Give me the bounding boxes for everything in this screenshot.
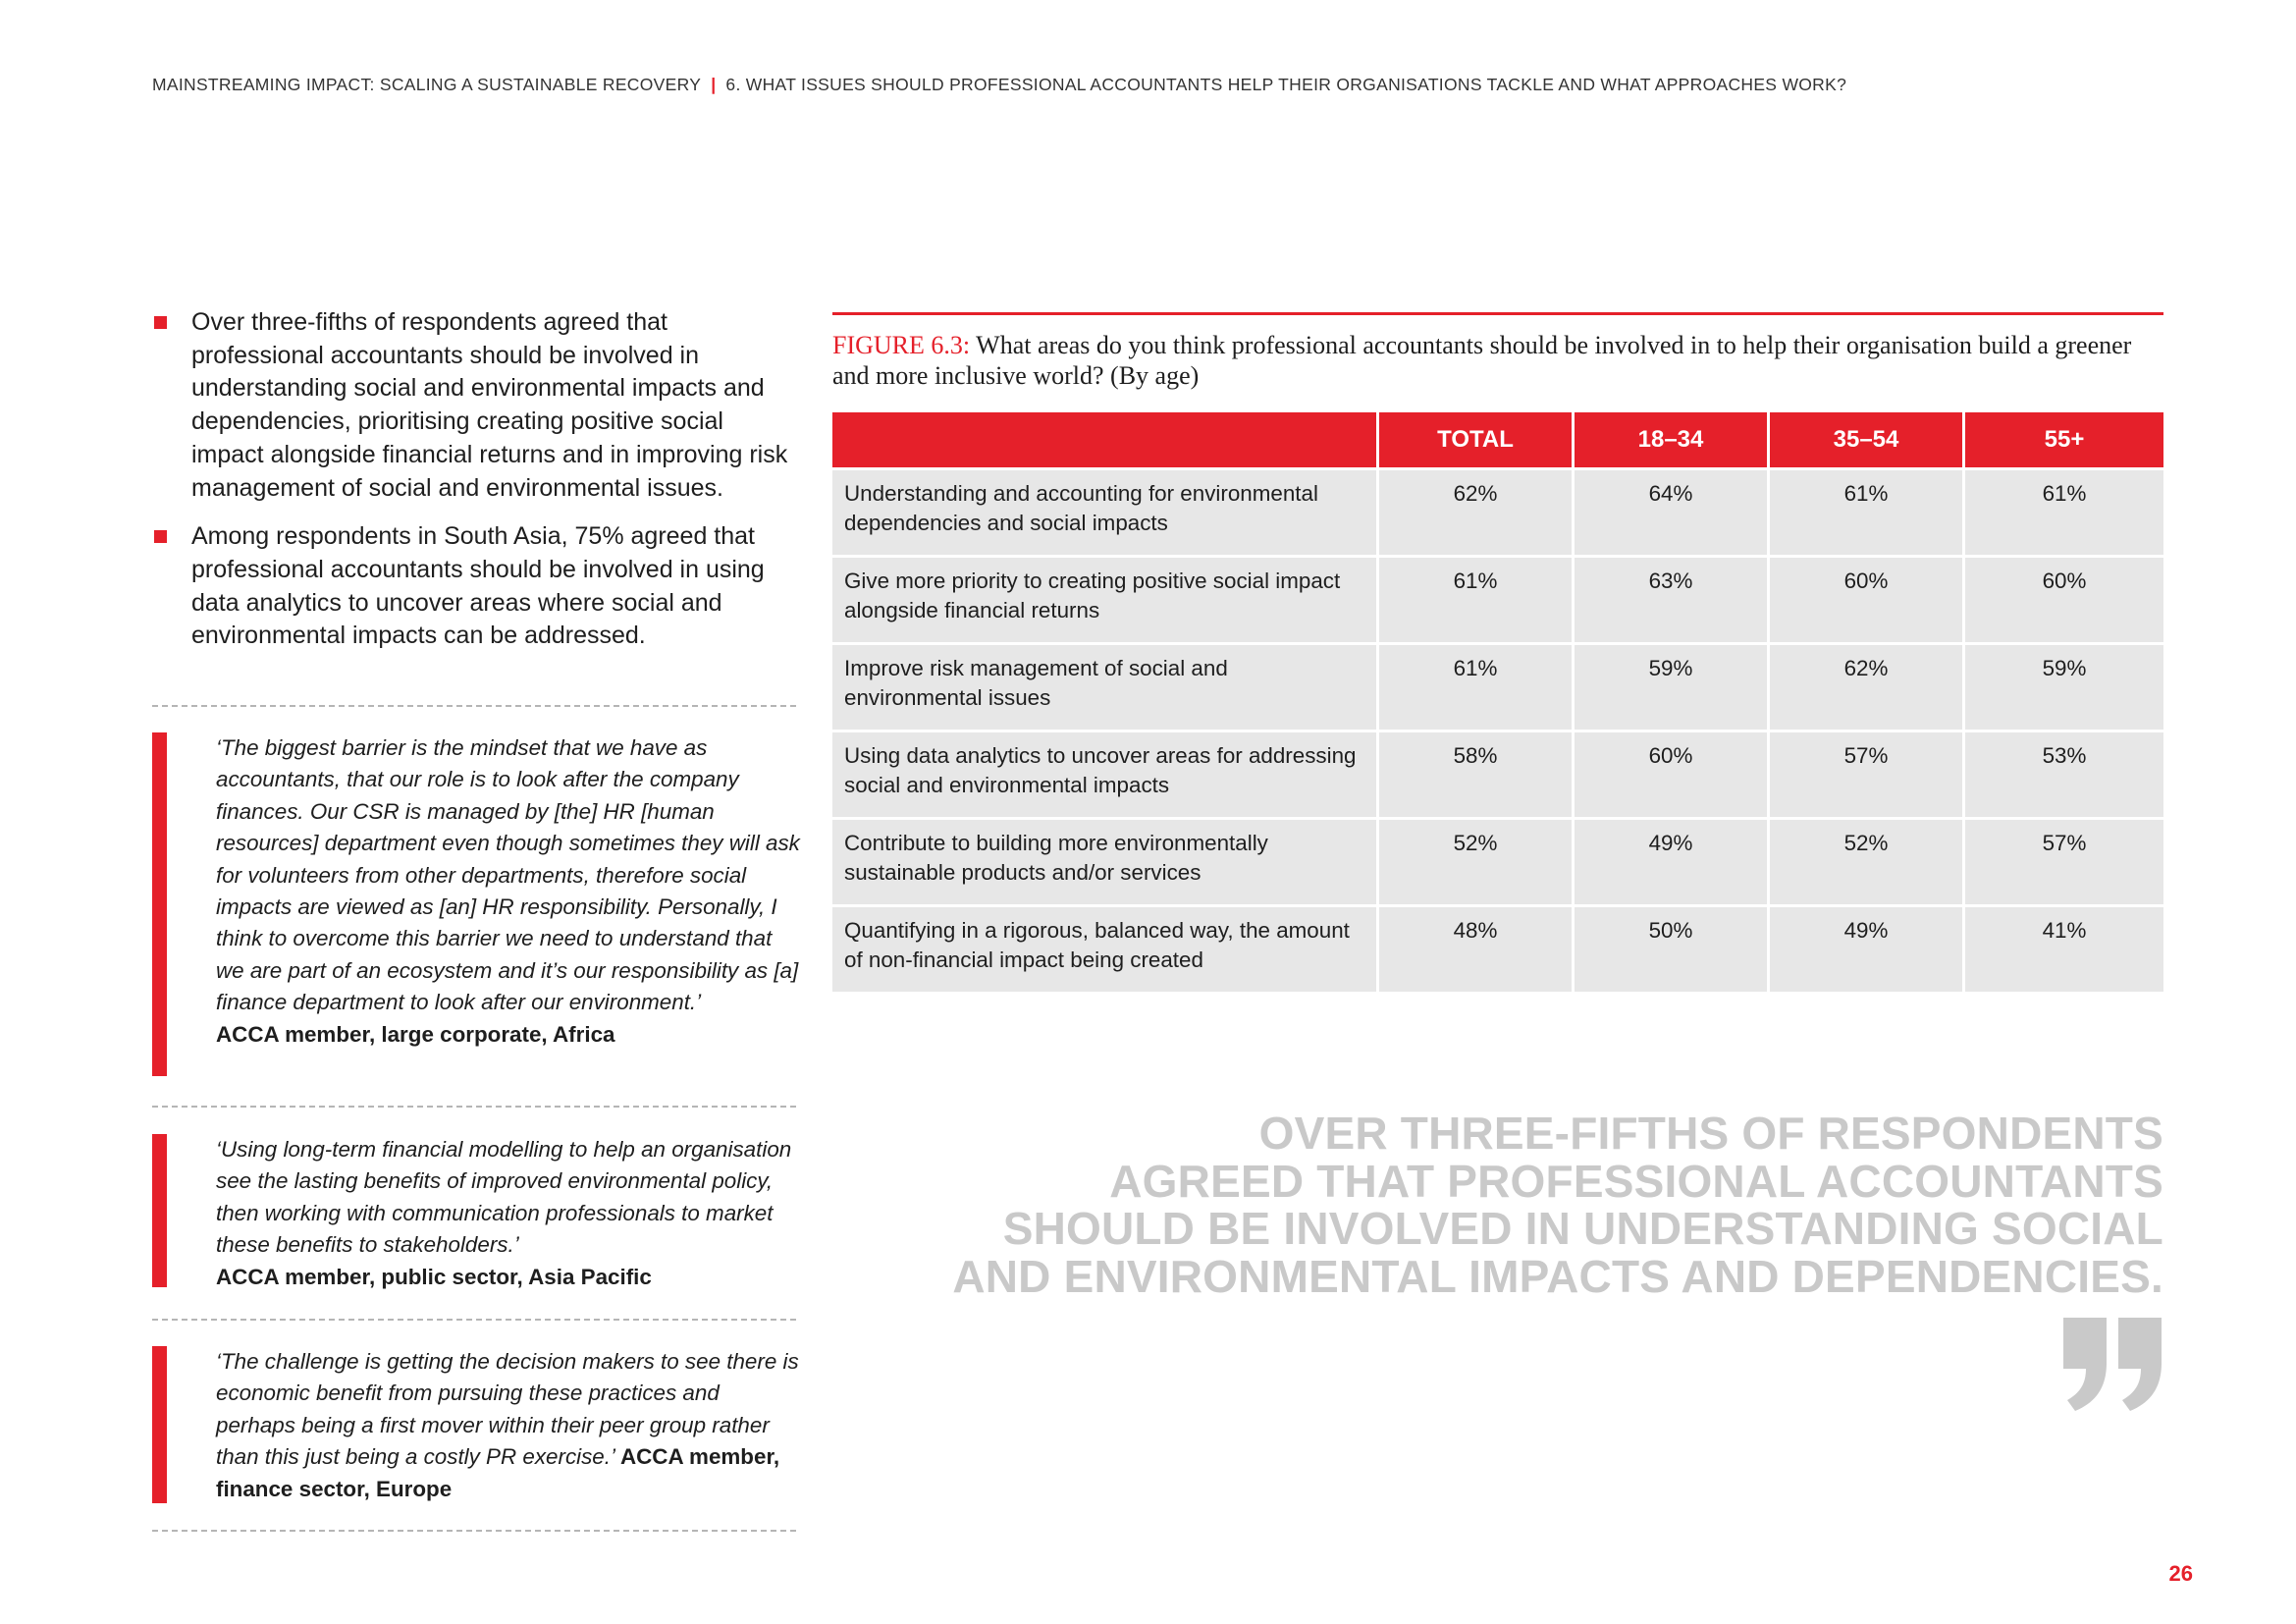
member-quote <box>152 1134 800 1287</box>
table-cell: 52% <box>1770 817 1965 904</box>
table-row <box>832 904 2163 992</box>
table-cell: 49% <box>1575 817 1770 904</box>
row-label: Using data analytics to uncover areas for addressing social and environmental impacts <box>832 730 1379 817</box>
pull-quote-line: OVER THREE-FIFTHS OF RESPONDENTS <box>1258 1108 2163 1159</box>
column-header: 18–34 <box>1575 412 1770 467</box>
table-cell: 58% <box>1379 730 1575 817</box>
table-cell: 48% <box>1379 904 1575 992</box>
table-row <box>832 467 2163 555</box>
bullet-list <box>152 306 795 669</box>
table-cell: 61% <box>1379 642 1575 730</box>
figure-title <box>832 330 2163 391</box>
bullet-square-icon <box>154 316 167 329</box>
pull-quote-line: SHOULD BE INVOLVED IN UNDERSTANDING SOCIAL <box>1002 1203 2163 1254</box>
table-cell: 61% <box>1379 555 1575 642</box>
quote-bar <box>152 732 167 1076</box>
figure-top-rule <box>832 312 2163 315</box>
dashed-divider <box>152 1530 796 1532</box>
quote-bar <box>152 1134 167 1287</box>
column-header: 55+ <box>1965 412 2163 467</box>
header-right: 6. WHAT ISSUES SHOULD PROFESSIONAL ACCOUNTANTS HELP THEIR ORGANISATIONS TACKLE AND WHAT APPROACHES WORK? <box>725 75 1847 94</box>
bullet-text: Over three-fifths of respondents agreed that professional accountants should be involved in understanding social and environmental impacts and dependencies, prioritising creating positive social impact alongside financial returns and in improving risk management of social and environmental issues. <box>191 308 788 502</box>
row-label: Give more priority to creating positive social impact alongside financial returns <box>832 555 1379 642</box>
bullet-item <box>152 306 795 505</box>
bullet-square-icon <box>154 530 167 543</box>
quote-bar <box>152 1346 167 1503</box>
table-cell: 62% <box>1770 642 1965 730</box>
row-label: Understanding and accounting for environmental dependencies and social impacts <box>832 467 1379 555</box>
table-cell: 61% <box>1770 467 1965 555</box>
table-row <box>832 730 2163 817</box>
table-cell: 57% <box>1965 817 2163 904</box>
dashed-divider <box>152 1319 796 1321</box>
table-cell: 63% <box>1575 555 1770 642</box>
table-cell: 53% <box>1965 730 2163 817</box>
bullet-text: Among respondents in South Asia, 75% agreed that professional accountants should be involved in using data analytics to uncover areas where social and environmental impacts can be addressed. <box>191 522 765 650</box>
table-header-row <box>832 412 2163 467</box>
quote-text: ‘The biggest barrier is the mindset that we have as accountants, that our role is to look after the company finances. Our CSR is managed by [the] HR [human resources] department even though sometimes they will ask for volunteers from other departments, therefore social impacts are viewed as [an] HR responsibility. Personally, I think to overcome this barrier we need to understand that we are part of an ecosystem and it’s our responsibility as [a] finance department to look after our environment.’ <box>216 735 800 1015</box>
quote-attribution: ACCA member, public sector, Asia Pacific <box>216 1264 652 1289</box>
figure-label: FIGURE 6.3: <box>832 331 971 359</box>
page-number: 26 <box>2168 1561 2193 1586</box>
table-cell: 50% <box>1575 904 1770 992</box>
table-cell: 60% <box>1770 555 1965 642</box>
dashed-divider <box>152 705 796 707</box>
member-quote <box>152 732 800 1076</box>
quote-attribution: ACCA member, finance sector, Europe <box>216 1444 780 1501</box>
figure-question: What areas do you think professional accountants should be involved in to help their organisation build a greener and more inclusive world? (By age) <box>832 331 2132 390</box>
table-cell: 64% <box>1575 467 1770 555</box>
pull-quote-line: AND ENVIRONMENTAL IMPACTS AND DEPENDENCIES. <box>952 1250 2163 1302</box>
table-row <box>832 555 2163 642</box>
row-label: Improve risk management of social and environmental issues <box>832 642 1379 730</box>
row-label: Contribute to building more environmentally sustainable products and/or services <box>832 817 1379 904</box>
table-cell: 59% <box>1965 642 2163 730</box>
table-cell: 60% <box>1965 555 2163 642</box>
table-cell: 62% <box>1379 467 1575 555</box>
column-header: 35–54 <box>1770 412 1965 467</box>
table-cell: 59% <box>1575 642 1770 730</box>
member-quote <box>152 1346 800 1503</box>
table-cell: 60% <box>1575 730 1770 817</box>
table-cell: 41% <box>1965 904 2163 992</box>
dashed-divider <box>152 1106 796 1108</box>
column-header: TOTAL <box>1379 412 1575 467</box>
quote-text: ‘Using long-term financial modelling to help an organisation see the lasting benefits of improved environmental policy, then working with communication professionals to market these benefits to stakeholders.’ <box>216 1137 792 1258</box>
table-row <box>832 817 2163 904</box>
bullet-item <box>152 520 795 653</box>
table-cell: 61% <box>1965 467 2163 555</box>
table-cell: 52% <box>1379 817 1575 904</box>
header-left: MAINSTREAMING IMPACT: SCALING A SUSTAINABLE RECOVERY <box>152 75 702 94</box>
quote-text-body: ‘The challenge is getting the decision makers to see there is economic benefit from pursuing these practices and perhaps being a first mover within their peer group rather than this just being a costly PR exercise.’ <box>216 1349 799 1470</box>
running-header <box>152 75 2214 95</box>
row-label: Quantifying in a rigorous, balanced way, the amount of non-financial impact being created <box>832 904 1379 992</box>
close-quote-icon <box>2059 1318 2167 1411</box>
table-row <box>832 642 2163 730</box>
pull-quote <box>942 1110 2163 1300</box>
table-cell: 49% <box>1770 904 1965 992</box>
quote-attribution: ACCA member, large corporate, Africa <box>216 1021 615 1047</box>
table-cell: 57% <box>1770 730 1965 817</box>
figure-table <box>832 412 2163 992</box>
header-separator: | <box>711 75 717 94</box>
quote-text <box>216 1346 800 1505</box>
column-header <box>832 412 1379 467</box>
pull-quote-line: AGREED THAT PROFESSIONAL ACCOUNTANTS <box>1109 1155 2163 1207</box>
